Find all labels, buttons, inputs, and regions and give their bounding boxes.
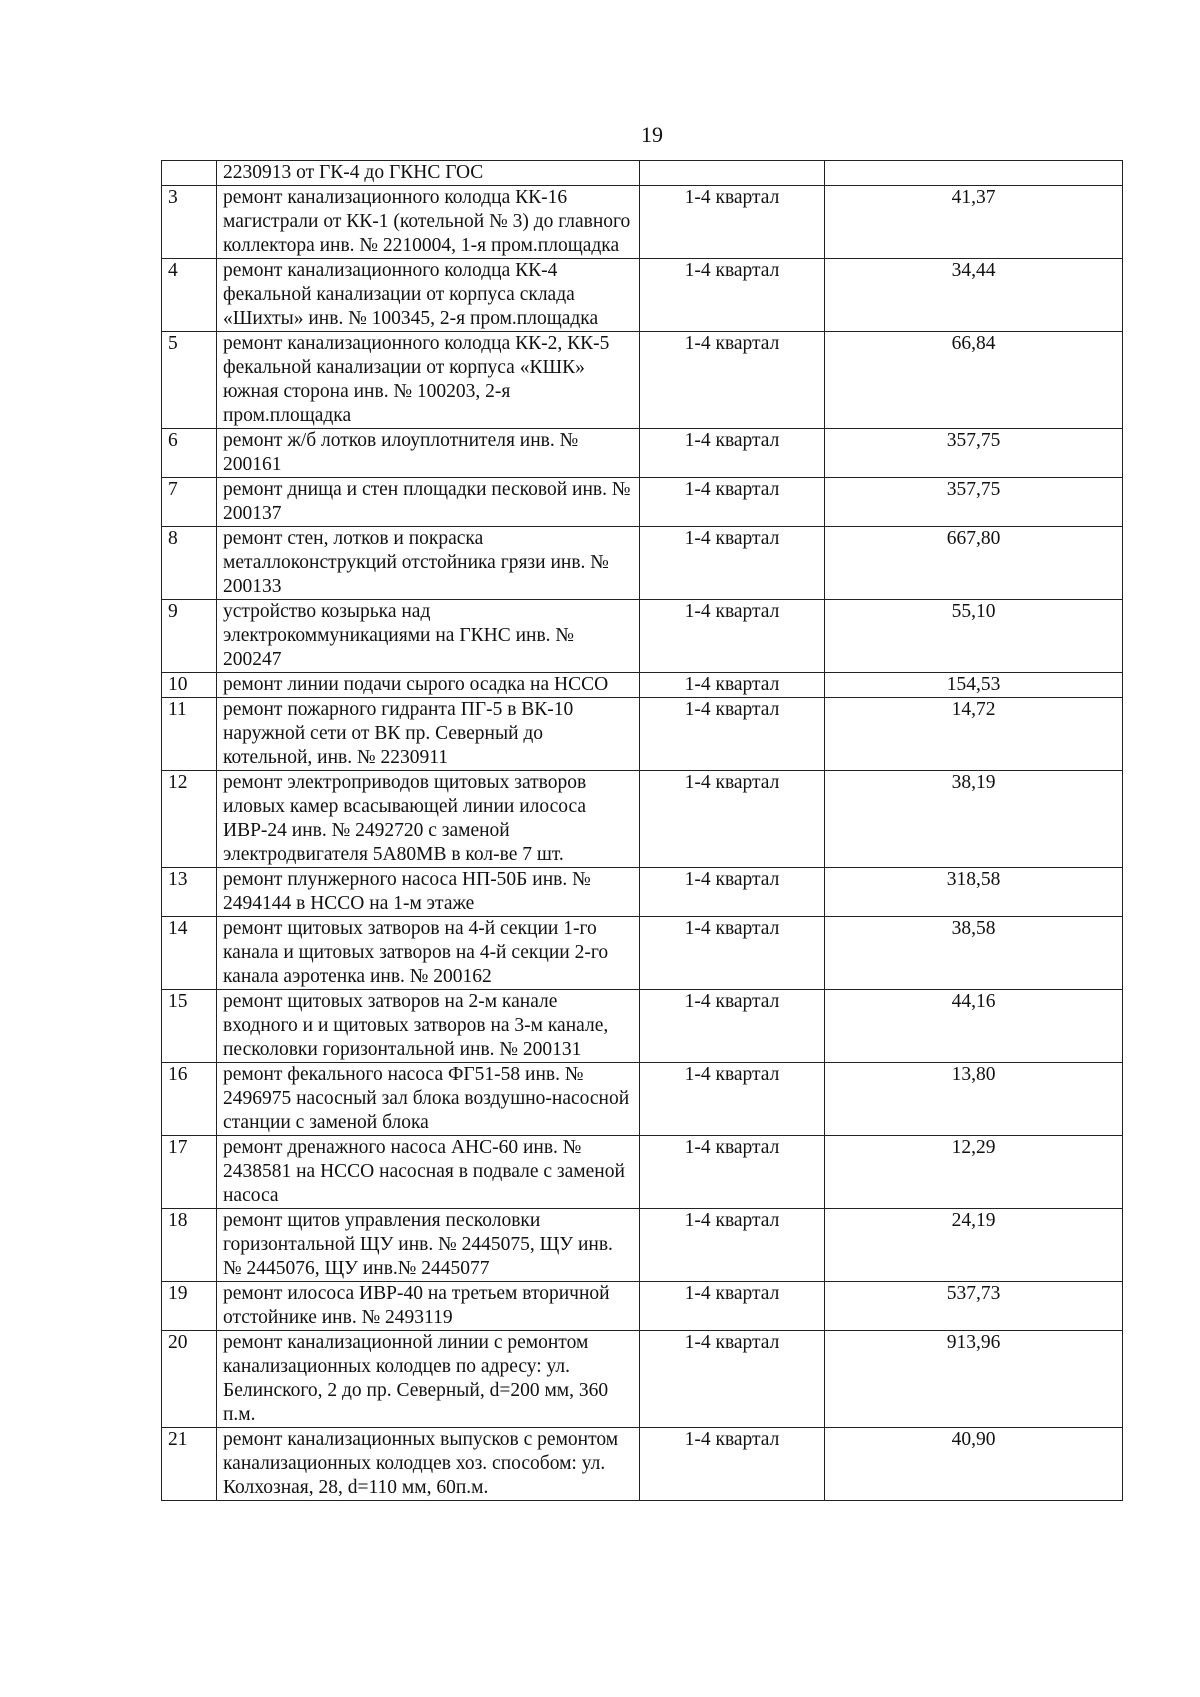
- row-number-cell: 14: [162, 917, 217, 990]
- table-row: [162, 990, 1123, 1063]
- amount-cell: 38,58: [825, 917, 1123, 990]
- period-cell: 1-4 квартал: [640, 429, 825, 478]
- amount-cell: 357,75: [825, 478, 1123, 527]
- amount-cell: 44,16: [825, 990, 1123, 1063]
- period-cell: 1-4 квартал: [640, 1428, 825, 1501]
- row-number-cell: 19: [162, 1282, 217, 1331]
- row-number-cell: 18: [162, 1209, 217, 1282]
- row-number-cell: 4: [162, 259, 217, 332]
- amount-cell: 14,72: [825, 698, 1123, 771]
- work-description-cell: ремонт илососа ИВР-40 на третьем вторичной отстойнике инв. № 2493119: [217, 1282, 640, 1331]
- row-number-cell: 12: [162, 771, 217, 868]
- period-cell: 1-4 квартал: [640, 917, 825, 990]
- work-description-cell: ремонт линии подачи сырого осадка на НССО: [217, 673, 640, 698]
- table-row: [162, 186, 1123, 259]
- work-description-cell: ремонт стен, лотков и покраска металлоконструкций отстойника грязи инв. № 200133: [217, 527, 640, 600]
- row-number-cell: 11: [162, 698, 217, 771]
- table-row: [162, 527, 1123, 600]
- amount-cell: 13,80: [825, 1063, 1123, 1136]
- work-description-cell: ремонт электроприводов щитовых затворов иловых камер всасывающей линии илососа ИВР-24 инв. № 2492720 с заменой электродвигателя 5А80МВ в кол-ве 7 шт.: [217, 771, 640, 868]
- period-cell: [640, 161, 825, 186]
- table-row: [162, 259, 1123, 332]
- table-row: [162, 868, 1123, 917]
- row-number-cell: 21: [162, 1428, 217, 1501]
- row-number-cell: 6: [162, 429, 217, 478]
- table-row: [162, 429, 1123, 478]
- table-row: [162, 478, 1123, 527]
- amount-cell: 12,29: [825, 1136, 1123, 1209]
- work-description-cell: ремонт ж/б лотков илоуплотнителя инв. № 200161: [217, 429, 640, 478]
- work-description-cell: ремонт пожарного гидранта ПГ-5 в ВК-10 наружной сети от ВК пр. Северный до котельной, инв. № 2230911: [217, 698, 640, 771]
- table-row: [162, 917, 1123, 990]
- work-description-cell: ремонт канализационного колодца КК-16 магистрали от КК-1 (котельной № 3) до главного коллектора инв. № 2210004, 1-я пром.площадка: [217, 186, 640, 259]
- period-cell: 1-4 квартал: [640, 332, 825, 429]
- amount-cell: 38,19: [825, 771, 1123, 868]
- work-description-cell: ремонт дренажного насоса АНС-60 инв. № 2438581 на НССО насосная в подвале с заменой насоса: [217, 1136, 640, 1209]
- table-row: [162, 600, 1123, 673]
- row-number-cell: 16: [162, 1063, 217, 1136]
- work-description-cell: ремонт щитовых затворов на 4-й секции 1-го канала и щитовых затворов на 4-й секции 2-го канала аэротенка инв. № 200162: [217, 917, 640, 990]
- table-row: [162, 1209, 1123, 1282]
- period-cell: 1-4 квартал: [640, 698, 825, 771]
- amount-cell: 34,44: [825, 259, 1123, 332]
- row-number-cell: 13: [162, 868, 217, 917]
- amount-cell: 24,19: [825, 1209, 1123, 1282]
- period-cell: 1-4 квартал: [640, 1331, 825, 1428]
- work-description-cell: ремонт фекального насоса ФГ51-58 инв. № 2496975 насосный зал блока воздушно-насосной станции с заменой блока: [217, 1063, 640, 1136]
- period-cell: 1-4 квартал: [640, 771, 825, 868]
- amount-cell: 55,10: [825, 600, 1123, 673]
- work-description-cell: ремонт канализационного колодца КК-2, КК-5 фекальной канализации от корпуса «КШК» южная сторона инв. № 100203, 2-я пром.площадка: [217, 332, 640, 429]
- period-cell: 1-4 квартал: [640, 1063, 825, 1136]
- amount-cell: 537,73: [825, 1282, 1123, 1331]
- table-row: [162, 1331, 1123, 1428]
- amount-cell: [825, 161, 1123, 186]
- table-row: [162, 698, 1123, 771]
- period-cell: 1-4 квартал: [640, 478, 825, 527]
- row-number-cell: 17: [162, 1136, 217, 1209]
- row-number-cell: 20: [162, 1331, 217, 1428]
- table-row: [162, 1063, 1123, 1136]
- period-cell: 1-4 квартал: [640, 868, 825, 917]
- period-cell: 1-4 квартал: [640, 1136, 825, 1209]
- table-row: [162, 673, 1123, 698]
- period-cell: 1-4 квартал: [640, 527, 825, 600]
- row-number-cell: 3: [162, 186, 217, 259]
- amount-cell: 40,90: [825, 1428, 1123, 1501]
- period-cell: 1-4 квартал: [640, 186, 825, 259]
- works-table: [161, 160, 1123, 1501]
- row-number-cell: 5: [162, 332, 217, 429]
- period-cell: 1-4 квартал: [640, 1209, 825, 1282]
- works-table-body: [162, 161, 1123, 1501]
- row-number-cell: 8: [162, 527, 217, 600]
- row-number-cell: 10: [162, 673, 217, 698]
- row-number-cell: 7: [162, 478, 217, 527]
- work-description-cell: ремонт канализационной линии с ремонтом канализационных колодцев по адресу: ул. Белинского, 2 до пр. Северный, d=200 мм, 360 п.м.: [217, 1331, 640, 1428]
- amount-cell: 667,80: [825, 527, 1123, 600]
- amount-cell: 913,96: [825, 1331, 1123, 1428]
- period-cell: 1-4 квартал: [640, 673, 825, 698]
- amount-cell: 357,75: [825, 429, 1123, 478]
- work-description-cell: ремонт канализационных выпусков с ремонтом канализационных колодцев хоз. способом: ул. Колхозная, 28, d=110 мм, 60п.м.: [217, 1428, 640, 1501]
- period-cell: 1-4 квартал: [640, 1282, 825, 1331]
- amount-cell: 66,84: [825, 332, 1123, 429]
- work-description-cell: ремонт плунжерного насоса НП-50Б инв. № 2494144 в НССО на 1-м этаже: [217, 868, 640, 917]
- table-row: [162, 332, 1123, 429]
- work-description-cell: устройство козырька над электрокоммуникациями на ГКНС инв. № 200247: [217, 600, 640, 673]
- period-cell: 1-4 квартал: [640, 259, 825, 332]
- table-row: [162, 1136, 1123, 1209]
- table-row: [162, 1282, 1123, 1331]
- row-number-cell: 9: [162, 600, 217, 673]
- amount-cell: 318,58: [825, 868, 1123, 917]
- page-number: 19: [641, 122, 663, 147]
- period-cell: 1-4 квартал: [640, 600, 825, 673]
- table-row: [162, 1428, 1123, 1501]
- work-description-cell: 2230913 от ГК-4 до ГКНС ГОС: [217, 161, 640, 186]
- work-description-cell: ремонт щитовых затворов на 2-м канале входного и и щитовых затворов на 3-м канале, песколовки горизонтальной инв. № 200131: [217, 990, 640, 1063]
- table-row: [162, 161, 1123, 186]
- row-number-cell: 15: [162, 990, 217, 1063]
- work-description-cell: ремонт щитов управления песколовки горизонтальной ЩУ инв. № 2445075, ЩУ инв. № 2445076, ЩУ инв.№ 2445077: [217, 1209, 640, 1282]
- table-row: [162, 771, 1123, 868]
- amount-cell: 41,37: [825, 186, 1123, 259]
- period-cell: 1-4 квартал: [640, 990, 825, 1063]
- work-description-cell: ремонт днища и стен площадки песковой инв. № 200137: [217, 478, 640, 527]
- amount-cell: 154,53: [825, 673, 1123, 698]
- work-description-cell: ремонт канализационного колодца КК-4 фекальной канализации от корпуса склада «Шихты» инв. № 100345, 2-я пром.площадка: [217, 259, 640, 332]
- row-number-cell: [162, 161, 217, 186]
